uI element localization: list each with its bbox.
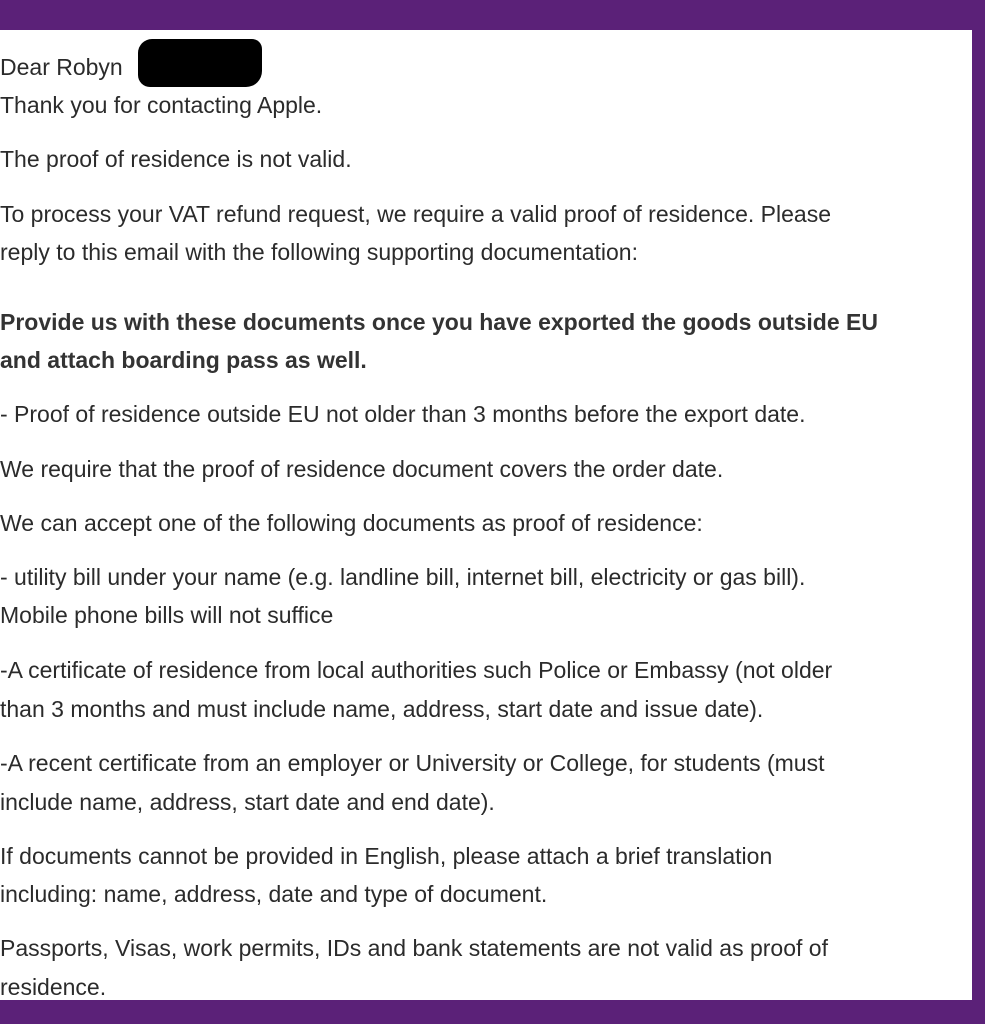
redacted-surname — [138, 39, 262, 87]
body-line: Passports, Visas, work permits, IDs and bank statements are not valid as proof of — [0, 935, 828, 961]
email-screenshot-frame — [0, 30, 972, 1000]
body-line: residence. — [0, 974, 107, 1000]
bold-instruction: and attach boarding pass as well. — [0, 347, 367, 373]
body-line: - Proof of residence outside EU not older than 3 months before the export date. — [0, 401, 806, 427]
body-line: reply to this email with the following supporting documentation: — [0, 239, 638, 265]
body-line: We can accept one of the following documents as proof of residence: — [0, 510, 703, 536]
bold-instruction: Provide us with these documents once you have exported the goods outside EU — [0, 309, 878, 335]
greeting: Dear Robyn — [0, 54, 123, 80]
body-line: - utility bill under your name (e.g. landline bill, internet bill, electricity or gas bill). — [0, 564, 806, 590]
body-line: Thank you for contacting Apple. — [0, 92, 323, 118]
body-line: -A recent certificate from an employer or University or College, for students (must — [0, 750, 825, 776]
body-line: -A certificate of residence from local authorities such Police or Embassy (not older — [0, 657, 833, 683]
body-line: than 3 months and must include name, address, start date and issue date). — [0, 696, 764, 722]
body-line: To process your VAT refund request, we require a valid proof of residence. Please — [0, 201, 831, 227]
body-line: The proof of residence is not valid. — [0, 146, 352, 172]
body-line: We require that the proof of residence document covers the order date. — [0, 456, 724, 482]
body-line: include name, address, start date and end date). — [0, 789, 495, 815]
body-line: If documents cannot be provided in English, please attach a brief translation — [0, 843, 773, 869]
body-line: Mobile phone bills will not suffice — [0, 602, 334, 628]
body-line: including: name, address, date and type of document. — [0, 881, 548, 907]
